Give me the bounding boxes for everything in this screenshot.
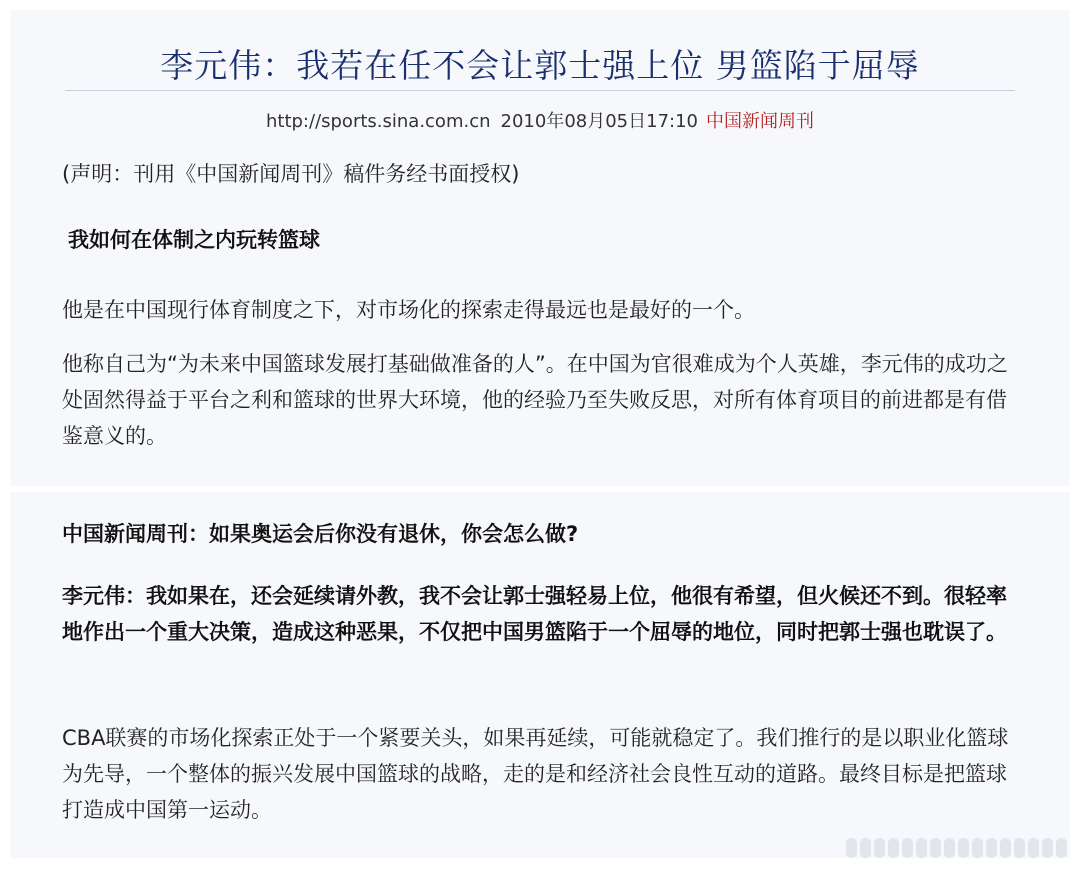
paragraph-intro: 他是在中国现行体育制度之下，对市场化的探索走得最远也是最好的一个。 [62, 298, 755, 322]
subheading: 我如何在体制之内玩转篮球 [68, 228, 320, 252]
article-meta [10, 107, 1070, 133]
interview-panel [10, 492, 1070, 858]
source-url[interactable]: http://sports.sina.com.cn [265, 111, 491, 132]
paragraph-cba: CBA联赛的市场化探索正处于一个紧要关头，如果再延续，可能就稳定了。我们推行的是以职业化篮球为先导，一个整体的振兴发展中国篮球的战略，走的是和经济社会良性互动的道路。最终目标是把篮球打造成中国第一运动。 [62, 726, 1009, 822]
source-link[interactable]: 中国新闻周刊 [706, 111, 815, 132]
title-divider [65, 90, 1015, 91]
paragraph-context: 他称自己为“为未来中国篮球发展打基础做准备的人”。在中国为官很难成为个人英雄，李元伟的成功之处固然得益于平台之利和篮球的世界大环境，他的经验乃至失败反思，对所有体育项目的前进都是有借鉴意义的。 [62, 352, 1008, 448]
watermark-dots [846, 838, 1067, 858]
interview-answer: 李元伟：我如果在，还会延续请外教，我不会让郭士强轻易上位，他很有希望，但火候还不到。很轻率地作出一个重大决策，造成这种恶果，不仅把中国男篮陷于一个屈辱的地位，同时把郭士强也耽误了。 [62, 584, 1007, 644]
disclaimer: (声明：刊用《中国新闻周刊》稿件务经书面授权) [62, 162, 520, 186]
publish-datetime: 2010年08月05日17:10 [500, 111, 699, 132]
article-header-panel [10, 10, 1070, 486]
interview-question: 中国新闻周刊：如果奥运会后你没有退休，你会怎么做? [62, 522, 579, 546]
article-title: 李元伟：我若在任不会让郭士强上位 男篮陷于屈辱 [160, 46, 920, 85]
